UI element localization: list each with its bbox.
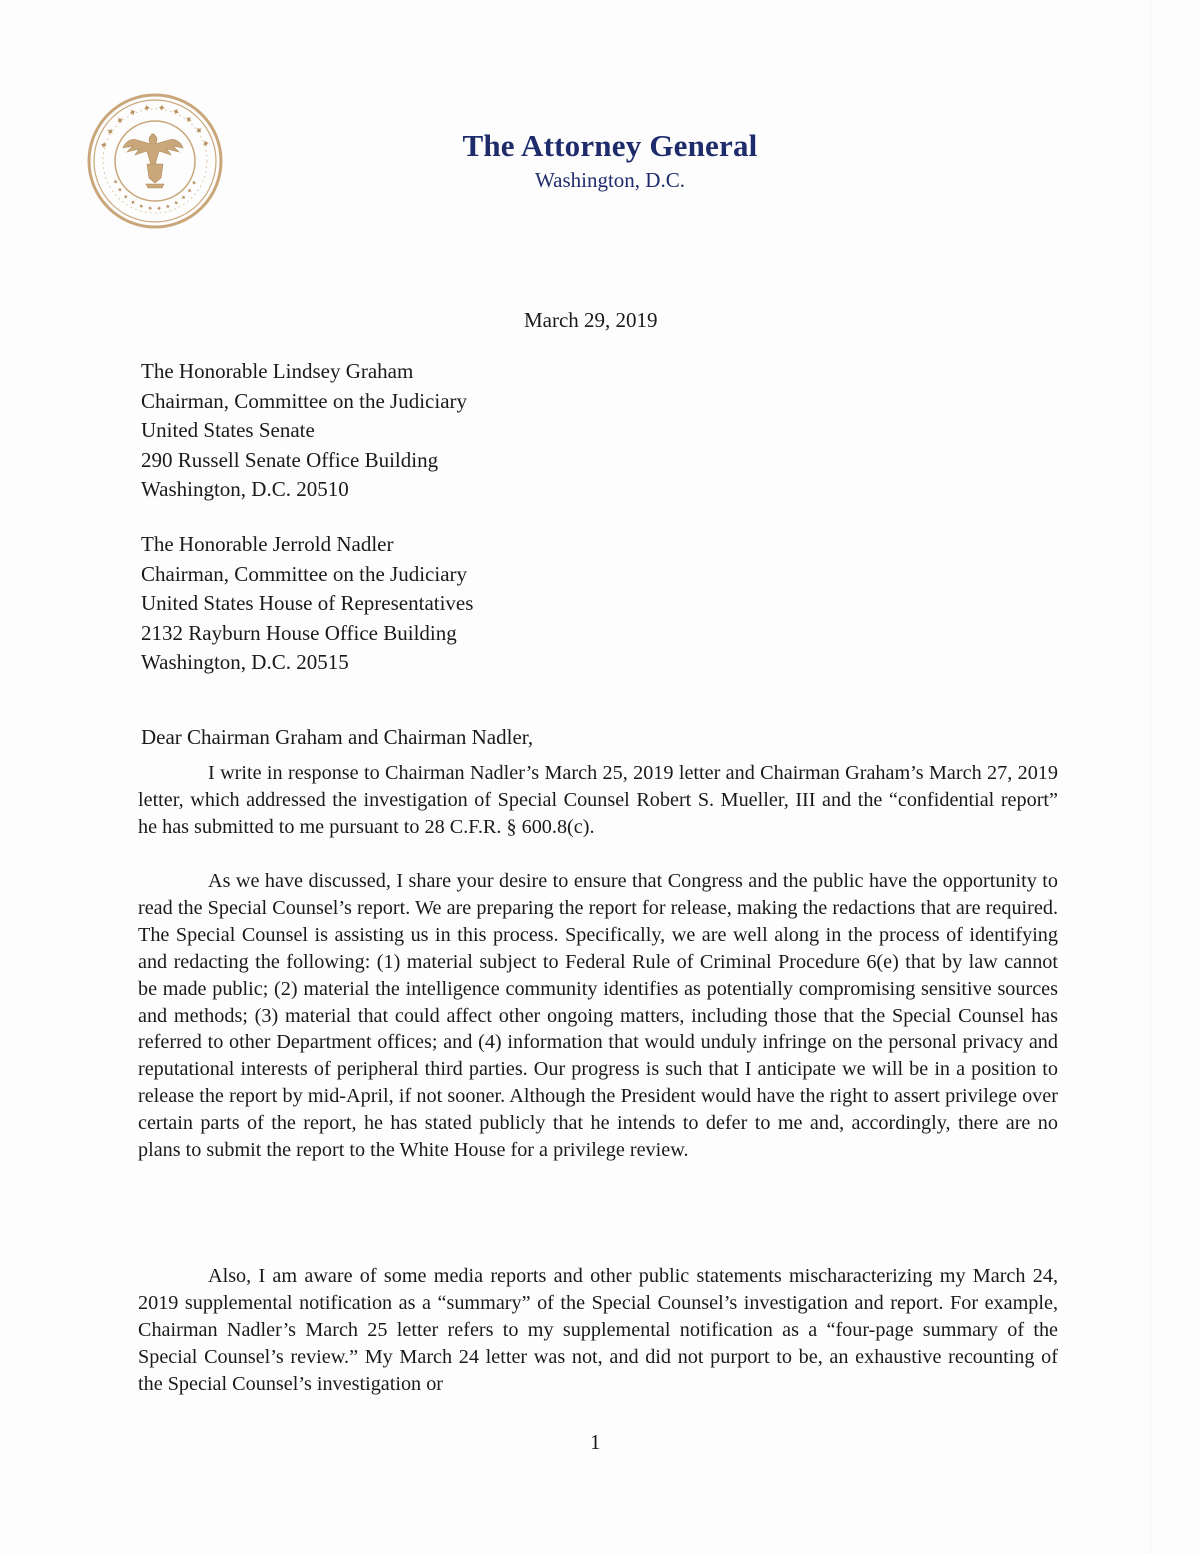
- salutation: Dear Chairman Graham and Chairman Nadler,: [141, 725, 534, 749]
- address-line: The Honorable Lindsey Graham: [141, 359, 414, 383]
- paragraph-text: As we have discussed, I share your desire to ensure that Congress and the public have the opportunity to read the Special Counsel’s report. We are preparing the report for release, making the redactions that are required. The Special Counsel is assisting us in this process. Specifically, we are well along in the process of identifying and redacting the following: (1) material subject to Federal Rule of Criminal Procedure 6(e) that by law cannot be made public; (2) material the intelligence community identifies as potentially compromising sensitive sources and methods; (3) material that could affect other ongoing matters, including those that the Special Counsel has referred to other Department offices; and (4) information that would unduly infringe on the personal privacy and reputational interests of peripheral third parties. Our progress is such that I anticipate we will be in a position to release the report by mid-April, if not sooner. Although the President would have the right to assert privilege over certain parts of the report, he has stated publicly that he intends to defer to me and, accordingly, there are no plans to submit the report to the White House for a privilege review.: [138, 870, 1058, 1162]
- page-edge: [1150, 0, 1152, 1554]
- address-line: 290 Russell Senate Office Building: [141, 447, 439, 472]
- recipient-address-nadler: [141, 530, 473, 678]
- paragraph-text: I write in response to Chairman Nadler’s March 25, 2019 letter and Chairman Graham’s March 27, 2019 letter, which addressed the investigation of Special Counsel Robert S. Mueller, III and the “confidential report” he has submitted to me pursuant to 28 C.F.R. § 600.8(c).: [138, 762, 1058, 838]
- address-line: 2132 Rayburn House Office Building: [141, 620, 457, 645]
- page-number: 1: [590, 1430, 601, 1454]
- body-paragraph-3: [138, 1263, 1058, 1398]
- recipient-address-graham: [141, 357, 467, 505]
- address-line: Chairman, Committee on the Judiciary: [141, 388, 468, 413]
- letterhead: [380, 126, 840, 194]
- body-paragraph-1: [138, 760, 1058, 841]
- paragraph-text: Also, I am aware of some media reports and other public statements mischaracterizing my March 24, 2019 supplemental notification as a “summary” of the Special Counsel’s investigation and report. For example, Chairman Nadler’s March 25 letter refers to my supplemental notification as a “four-page summary of the Special Counsel’s review.” My March 24 letter was not, and did not purport to be, an exhaustive recounting of the Special Counsel’s investigation or: [138, 1265, 1058, 1395]
- letterhead-location: Washington, D.C.: [535, 168, 685, 192]
- address-line: United States Senate: [141, 418, 315, 442]
- address-line: Chairman, Committee on the Judiciary: [141, 561, 468, 586]
- letterhead-title: The Attorney General: [462, 128, 758, 163]
- address-line: The Honorable Jerrold Nadler: [141, 532, 394, 556]
- address-line: Washington, D.C. 20510: [141, 477, 349, 501]
- svg-text:✦ ✦ ✦ ✦ ✦ ✦ ✦ ✦ ✦ ✦ ✦ ✦: ✦ ✦ ✦ ✦ ✦ ✦ ✦ ✦ ✦ ✦ ✦ ✦: [110, 177, 200, 214]
- svg-text:✦ ✦ ✦ ✦ ✦ ✦ ✦ ✦ ✦ ✦: ✦ ✦ ✦ ✦ ✦ ✦ ✦ ✦ ✦ ✦: [98, 102, 212, 152]
- body-paragraph-2: [138, 868, 1058, 1164]
- doj-seal-icon: [86, 92, 224, 230]
- address-line: Washington, D.C. 20515: [141, 650, 349, 674]
- address-line: United States House of Representatives: [141, 591, 474, 615]
- letter-date: March 29, 2019: [524, 308, 658, 332]
